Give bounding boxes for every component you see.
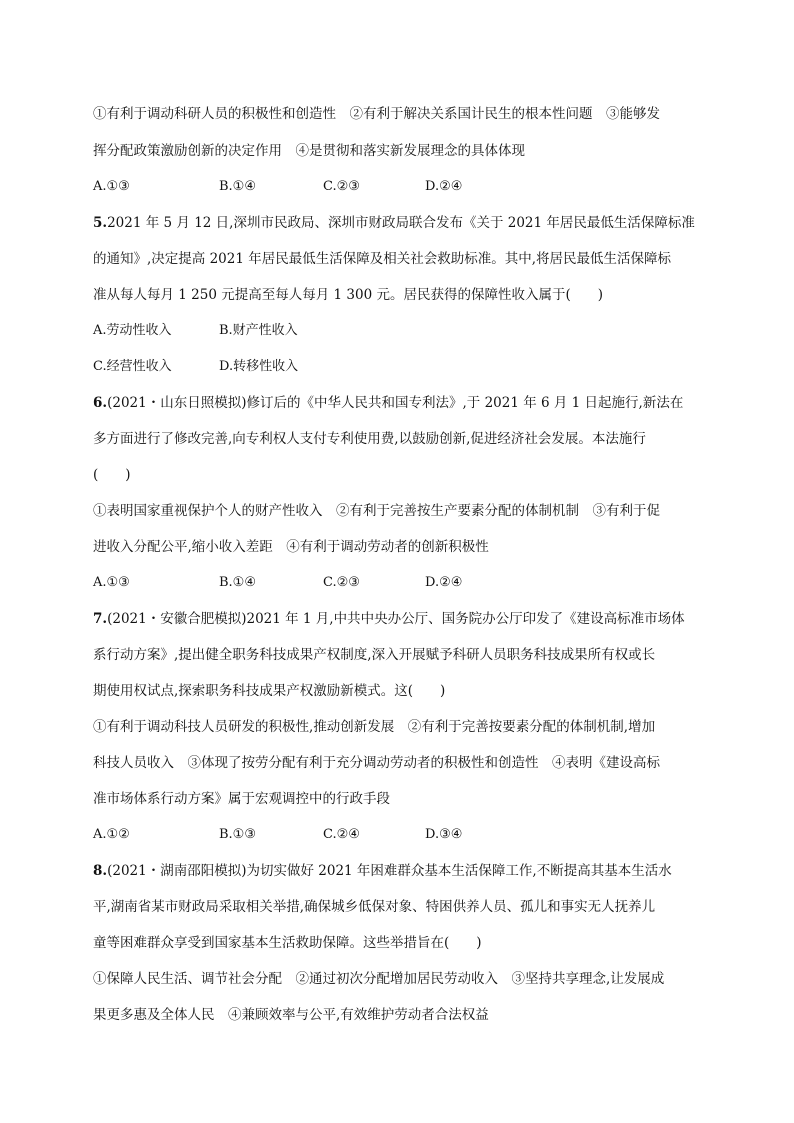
q5-option-b: B.财产性收入 xyxy=(219,323,298,338)
q7-stem-line xyxy=(93,610,685,628)
q4-option-b: B.①④ xyxy=(219,179,256,194)
q6-stem-text: (2021・山东日照模拟)修订后的《中华人民共和国专利法》,于 2021 年 6 月 1 日起施行,新法在 xyxy=(107,395,684,411)
q6-option-b: B.①④ xyxy=(219,575,256,590)
q7-stem-line: 系行动方案》,提出健全职务科技成果产权制度,深入开展赋予科研人员职务科技成果所有权或长 xyxy=(93,647,656,663)
q6-number: 6. xyxy=(93,395,108,411)
q7-option-b: B.①③ xyxy=(219,827,256,842)
q5-stem-text: 2021 年 5 月 12 日,深圳市民政局、深圳市财政局联合发布《关于 2021 年居民最低生活保障标准 xyxy=(107,215,695,231)
q7-statement-line: ①有利于调动科技人员研发的积极性,推动创新发展 ②有利于完善按要素分配的体制机制,增加 xyxy=(93,719,656,735)
q4-option-d: D.②④ xyxy=(425,179,463,194)
q7-number: 7. xyxy=(93,611,108,627)
q6-stem-line: 多方面进行了修改完善,向专利权人支付专利使用费,以鼓励创新,促进经济社会发展。本法施行 xyxy=(93,431,646,447)
q8-number: 8. xyxy=(93,863,108,879)
q4-statement-line: ①有利于调动科研人员的积极性和创造性 ②有利于解决关系国计民生的根本性问题 ③能够发 xyxy=(93,106,660,122)
q6-statement-line: ①表明国家重视保护个人的财产性收入 ②有利于完善按生产要素分配的体制机制 ③有利于促 xyxy=(93,503,660,519)
q8-statement-line: ①保障人民生活、调节社会分配 ②通过初次分配增加居民劳动收入 ③坚持共享理念,让发展成 xyxy=(93,971,665,987)
q6-option-a: A.①③ xyxy=(93,575,130,590)
q7-option-d: D.③④ xyxy=(425,827,463,842)
q6-stem-line xyxy=(93,394,683,412)
q8-stem-text: (2021・湖南邵阳模拟)为切实做好 2021 年困难群众基本生活保障工作,不断提高其基本生活水 xyxy=(107,863,672,879)
q6-option-c: C.②③ xyxy=(323,575,360,590)
q5-stem-line: 准从每人每月 1 250 元提高至每人每月 1 300 元。居民获得的保障性收入属于( ) xyxy=(93,287,603,303)
q5-stem-line: 的通知》,决定提高 2021 年居民最低生活保障及相关社会救助标准。其中,将居民最低生活保障标 xyxy=(93,251,672,267)
q5-stem-line xyxy=(93,214,695,232)
q4-option-c: C.②③ xyxy=(323,179,360,194)
q4-option-a: A.①③ xyxy=(93,179,130,194)
q7-stem-text: (2021・安徽合肥模拟)2021 年 1 月,中共中央办公厅、国务院办公厅印发了《建设高标准市场体 xyxy=(107,611,685,627)
q6-option-d: D.②④ xyxy=(425,575,463,590)
q8-statement-line: 果更多惠及全体人民 ④兼顾效率与公平,有效维护劳动者合法权益 xyxy=(93,1007,489,1023)
q5-option-a: A.劳动性收入 xyxy=(93,323,172,338)
q7-statement-line: 准市场体系行动方案》属于宏观调控中的行政手段 xyxy=(93,791,390,807)
q7-statement-line: 科技人员收入 ③体现了按劳分配有利于充分调动劳动者的积极性和创造性 ④表明《建设高标 xyxy=(93,755,660,771)
q7-option-a: A.①② xyxy=(93,827,130,842)
q5-option-c: C.经营性收入 xyxy=(93,359,172,374)
q8-stem-line xyxy=(93,862,672,880)
q6-statement-line: 进收入分配公平,缩小收入差距 ④有利于调动劳动者的创新积极性 xyxy=(93,539,489,555)
q5-number: 5. xyxy=(93,215,108,231)
q7-stem-line: 期使用权试点,探索职务科技成果产权激励新模式。这( ) xyxy=(93,683,446,699)
q8-stem-line: 童等困难群众享受到国家基本生活救助保障。这些举措旨在( ) xyxy=(93,935,482,951)
q4-statement-line: 挥分配政策激励创新的决定作用 ④是贯彻和落实新发展理念的具体体现 xyxy=(93,143,525,159)
q8-stem-line: 平,湖南省某市财政局采取相关举措,确保城乡低保对象、特困供养人员、孤儿和事实无人抚养儿 xyxy=(93,899,656,915)
q5-option-d: D.转移性收入 xyxy=(219,359,299,374)
q6-answer-blank: ( ) xyxy=(93,467,131,483)
q7-option-c: C.②④ xyxy=(323,827,360,842)
